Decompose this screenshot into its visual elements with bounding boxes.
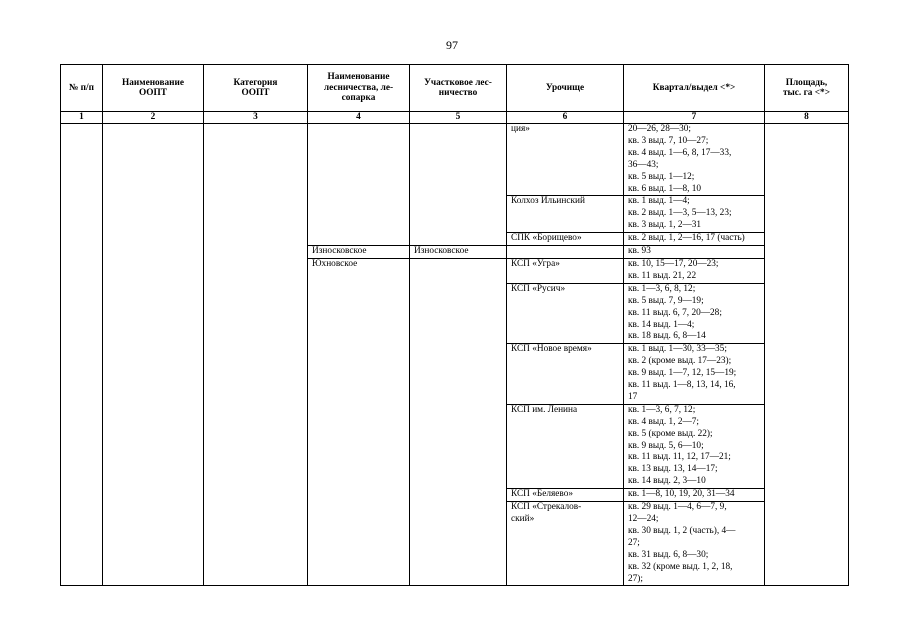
cell-blocks-line: кв. 9 выд. 5, 6—10; [628,440,704,451]
cell-blocks-line: кв. 5 выд. 7, 9—19; [628,295,704,306]
cell-blocks-line: кв. 31 выд. 6, 8—30; [628,549,709,560]
column-header-3 [204,65,308,112]
oopt-table [60,64,849,586]
cell-number [61,124,103,196]
cell-district-forestry [410,502,507,586]
cell-area [765,404,849,488]
cell-tract-line: КСП «Угра» [511,258,560,269]
cell-blocks-line: кв. 11 выд. 1—8, 13, 14, 16, [628,380,736,391]
cell-blocks [624,258,765,283]
column-number-6: 6 [507,112,624,124]
cell-area [765,246,849,259]
cell-district-forestry: Износковское [410,246,507,259]
cell-oopt-category [204,124,308,196]
cell-tract-line: СПК «Борищево» [511,233,582,244]
cell-tract [507,196,624,233]
cell-oopt-category [204,283,308,344]
cell-tract [507,404,624,488]
cell-district-forestry [410,258,507,283]
cell-blocks-line: кв. 1—8, 10, 19, 20, 31—34 [628,489,735,500]
cell-number [61,258,103,283]
cell-tract-line: КСП «Беляево» [511,489,573,500]
cell-blocks-line: кв. 11 выд. 21, 22 [628,270,697,281]
column-header-2 [103,65,204,112]
cell-blocks-line: кв. 18 выд. 6, 8—14 [628,331,706,342]
cell-forestry [308,124,410,196]
cell-number [61,233,103,246]
column-number-1: 1 [61,112,103,124]
cell-blocks-line: кв. 6 выд. 1—8, 10 [628,183,702,194]
cell-tract-line: КСП «Русич» [511,283,566,294]
cell-blocks-line: кв. 1—3, 6, 7, 12; [628,404,696,415]
cell-tract-line: КСП «Новое время» [511,344,592,355]
cell-number [61,404,103,488]
cell-blocks-line: кв. 14 выд. 2, 3—10 [628,476,706,487]
cell-blocks-line: кв. 3 выд. 7, 10—27; [628,135,709,146]
cell-blocks-line: 27; [628,537,640,548]
cell-area [765,489,849,502]
column-header-4 [308,65,410,112]
table-body [61,124,849,586]
cell-blocks [624,124,765,196]
cell-area [765,344,849,405]
cell-oopt-category [204,344,308,405]
cell-blocks [624,404,765,488]
cell-blocks-line: кв. 30 выд. 1, 2 (часть), 4— [628,525,736,536]
cell-blocks-line: кв. 2 (кроме выд. 17—23); [628,356,732,367]
cell-oopt-category [204,502,308,586]
cell-tract-line: ский» [511,514,535,524]
cell-oopt-name [103,404,204,488]
cell-oopt-name [103,246,204,259]
cell-district-forestry [410,489,507,502]
cell-blocks [624,344,765,405]
table-row [61,404,849,488]
cell-forestry: Юхновское [308,258,410,283]
column-header-5 [410,65,507,112]
cell-blocks-line: 17 [628,391,638,402]
cell-tract [507,233,624,246]
column-number-7: 7 [624,112,765,124]
cell-blocks-line: кв. 2 выд. 1—3, 5—13, 23; [628,208,732,219]
column-header-line: Участковое лес- [424,77,492,88]
table-row [61,233,849,246]
cell-blocks-line: кв. 2 выд. 1, 2—16, 17 (часть) [628,233,745,244]
cell-number [61,196,103,233]
cell-forestry [308,283,410,344]
cell-blocks-line: кв. 1—3, 6, 8, 12; [628,283,696,294]
column-header-line: Наименование [327,72,390,83]
column-header-line: ничество [438,88,478,98]
table-row [61,196,849,233]
cell-blocks [624,283,765,344]
column-header-line: лесничества, ле- [323,82,394,93]
cell-blocks-line: кв. 13 выд. 13, 14—17; [628,464,718,475]
table-row [61,344,849,405]
cell-blocks-line: кв. 5 выд. 1—12; [628,171,695,182]
page-number: 97 [446,38,458,52]
cell-blocks-line: 36—43; [628,159,659,170]
column-header-line: тыс. га <*> [782,88,831,98]
column-header-7 [624,65,765,112]
column-header-1 [61,65,103,112]
cell-tract [507,258,624,283]
cell-district-forestry [410,233,507,246]
cell-oopt-category [204,196,308,233]
column-header-line: Урочище [545,82,585,93]
cell-blocks-line: кв. 11 выд. 11, 12, 17—21; [628,452,731,463]
cell-tract-line: ция» [511,124,530,134]
column-number-5: 5 [410,112,507,124]
cell-blocks [624,502,765,586]
cell-area [765,196,849,233]
column-header-line: сопарка [341,93,376,104]
cell-district-forestry [410,404,507,488]
cell-blocks-line: кв. 9 выд. 1—7, 12, 15—19; [628,368,737,379]
cell-blocks-line: 20—26, 28—30; [628,124,692,134]
cell-tract-line: КСП им. Ленина [511,404,578,415]
cell-tract [507,124,624,196]
cell-blocks [624,246,765,259]
column-number-2: 2 [103,112,204,124]
cell-tract [507,283,624,344]
cell-blocks-line: кв. 29 выд. 1—4, 6—7, 9, [628,502,727,513]
column-number-3: 3 [204,112,308,124]
table-row [61,502,849,586]
cell-tract [507,502,624,586]
column-header-line: ООПТ [139,88,167,98]
cell-oopt-name [103,233,204,246]
cell-blocks [624,233,765,246]
cell-blocks-line: 12—24; [628,514,659,524]
cell-number [61,246,103,259]
cell-district-forestry [410,283,507,344]
table-row [61,283,849,344]
cell-number [61,283,103,344]
cell-forestry [308,344,410,405]
cell-oopt-category [204,233,308,246]
cell-blocks-line: кв. 11 выд. 6, 7, 20—28; [628,307,722,318]
cell-tract-line: КСП «Стрекалов- [511,502,582,513]
cell-forestry [308,502,410,586]
cell-tract [507,246,624,259]
cell-blocks-line: кв. 1 выд. 1—4; [628,196,690,207]
column-header-line: Категория [233,77,278,88]
cell-area [765,258,849,283]
cell-blocks-line: кв. 14 выд. 1—4; [628,319,695,330]
cell-oopt-name [103,196,204,233]
cell-blocks-line: кв. 4 выд. 1—6, 8, 17—33, [628,147,732,158]
cell-area [765,502,849,586]
cell-forestry [308,233,410,246]
cell-forestry: Износковское [308,246,410,259]
table-row [61,258,849,283]
column-number-8: 8 [765,112,849,124]
cell-forestry [308,196,410,233]
cell-number [61,489,103,502]
column-header-line: № п/п [69,82,94,93]
cell-forestry [308,489,410,502]
cell-oopt-name [103,489,204,502]
column-header-line: ООПТ [241,88,270,98]
cell-blocks-line: кв. 10, 15—17, 20—23; [628,258,719,269]
cell-tract-line: Колхоз Ильинский [511,196,585,207]
header-row [61,65,849,112]
column-number-4: 4 [308,112,410,124]
cell-number [61,344,103,405]
cell-oopt-name [103,502,204,586]
cell-tract [507,344,624,405]
column-header-8 [765,65,849,112]
column-header-line: Площадь, [785,77,828,88]
cell-blocks-line: кв. 1 выд. 1—30, 33—35; [628,344,727,355]
cell-oopt-category [204,246,308,259]
cell-area [765,124,849,196]
table-row [61,246,849,259]
cell-blocks-line: кв. 3 выд. 1, 2—31 [628,220,702,231]
cell-forestry [308,404,410,488]
cell-blocks-line: кв. 93 [628,246,651,257]
table-row [61,489,849,502]
cell-blocks-line: кв. 5 (кроме выд. 22); [628,428,713,439]
cell-district-forestry [410,196,507,233]
cell-tract [507,489,624,502]
cell-oopt-name [103,283,204,344]
column-header-6 [507,65,624,112]
cell-blocks [624,489,765,502]
column-header-line: Квартал/выдел <*> [652,82,736,93]
cell-oopt-category [204,258,308,283]
cell-oopt-name [103,344,204,405]
cell-oopt-name [103,124,204,196]
cell-blocks-line: кв. 32 (кроме выд. 1, 2, 18, [628,561,733,572]
cell-blocks-line: кв. 4 выд. 1, 2—7; [628,416,700,427]
column-header-line: Наименование [122,77,184,88]
cell-district-forestry [410,344,507,405]
cell-district-forestry [410,124,507,196]
cell-blocks [624,196,765,233]
cell-oopt-category [204,489,308,502]
cell-number [61,502,103,586]
cell-area [765,233,849,246]
cell-blocks-line: 27); [628,573,643,584]
cell-oopt-category [204,404,308,488]
cell-area [765,283,849,344]
table-row [61,124,849,196]
column-number-row [61,112,849,124]
cell-oopt-name [103,258,204,283]
